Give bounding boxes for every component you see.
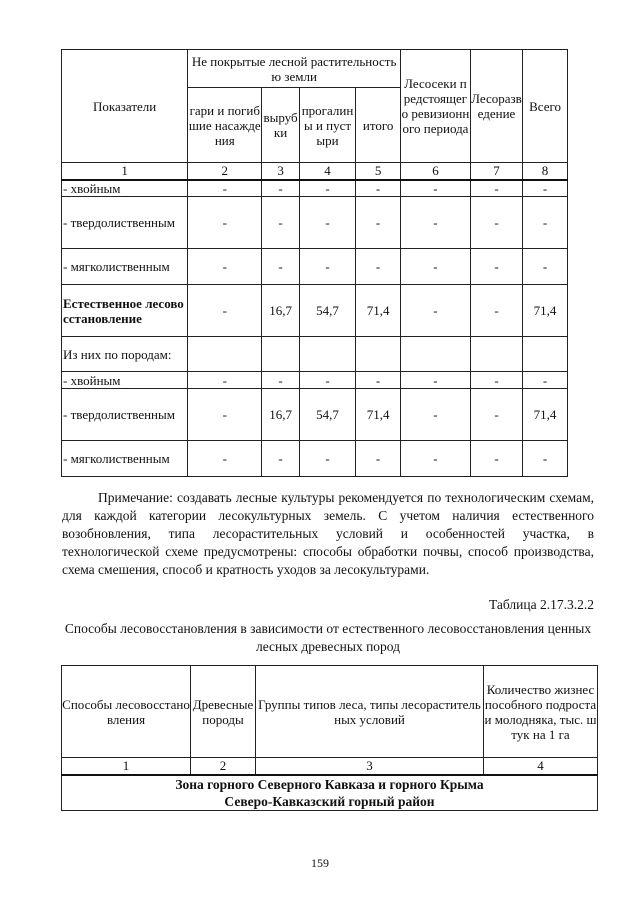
header-indicators: Показатели <box>62 50 188 163</box>
cell: - <box>401 249 471 285</box>
cell <box>470 337 522 372</box>
cell: 71,4 <box>523 285 568 337</box>
cell: - <box>523 441 568 477</box>
header-burned: гари и погибшие насаждения <box>188 88 262 163</box>
cell: - <box>401 372 471 389</box>
cell: - <box>470 372 522 389</box>
cell: - <box>188 197 262 249</box>
cell: - <box>470 389 522 441</box>
row-label: Естественное лесовосстановление <box>62 285 188 337</box>
row-label: - хвойным <box>62 180 188 197</box>
cell: - <box>262 441 300 477</box>
cell: - <box>299 372 355 389</box>
cell: - <box>188 372 262 389</box>
cell <box>523 337 568 372</box>
cell: - <box>356 441 401 477</box>
cell: 71,4 <box>356 285 401 337</box>
cell: - <box>188 441 262 477</box>
zone-line: Зона горного Северного Кавказа и горного Крыма <box>175 776 484 792</box>
cell: - <box>188 180 262 197</box>
header-cutting-areas: Лесосеки предстоящего ревизионного периода <box>401 50 471 163</box>
zone-heading <box>62 775 598 811</box>
header-subtotal: итого <box>356 88 401 163</box>
table-row <box>62 441 568 477</box>
col-number: 8 <box>523 163 568 180</box>
cell: - <box>188 389 262 441</box>
col-number: 4 <box>484 758 598 775</box>
cell: - <box>470 249 522 285</box>
header-forest-groups: Группы типов леса, типы лесорастительных условий <box>256 666 484 758</box>
row-label: - твердолиственным <box>62 389 188 441</box>
cell: - <box>356 180 401 197</box>
table-row <box>62 372 568 389</box>
header-glades: прогалины и пустыри <box>299 88 355 163</box>
row-label: - мягколиственным <box>62 441 188 477</box>
col-number: 6 <box>401 163 471 180</box>
cell: - <box>401 441 471 477</box>
cell: 54,7 <box>299 389 355 441</box>
col-number: 5 <box>356 163 401 180</box>
cell: - <box>356 372 401 389</box>
header-uncovered-lands: Не покрытые лесной растительностью земли <box>188 50 401 88</box>
cell: - <box>262 372 300 389</box>
cell: - <box>299 180 355 197</box>
regeneration-table <box>61 49 568 477</box>
cell: - <box>299 197 355 249</box>
cell: - <box>470 197 522 249</box>
table-number: Таблица 2.17.3.2.2 <box>489 597 594 612</box>
cell: - <box>401 285 471 337</box>
cell: - <box>401 197 471 249</box>
col-number: 2 <box>191 758 256 775</box>
table-row <box>62 180 568 197</box>
cell: - <box>188 249 262 285</box>
cell <box>401 337 471 372</box>
cell: - <box>523 197 568 249</box>
col-number: 4 <box>299 163 355 180</box>
header-quantity: Количество жизнеспособного подроста и молодняка, тыс. штук на 1 га <box>484 666 598 758</box>
col-number: 3 <box>256 758 484 775</box>
table-title: Способы лесовосстановления в зависимости от естественного лесовосстановления ценных лесных древесных пород <box>64 621 592 654</box>
col-number: 2 <box>188 163 262 180</box>
cell: - <box>188 285 262 337</box>
cell: 71,4 <box>356 389 401 441</box>
cell: 54,7 <box>299 285 355 337</box>
table-row <box>62 337 568 372</box>
header-afforestation: Лесоразведение <box>470 50 522 163</box>
cell: - <box>262 180 300 197</box>
cell: - <box>299 249 355 285</box>
page-number: 159 <box>311 856 329 870</box>
cell: - <box>523 372 568 389</box>
row-label: - мягколиственным <box>62 249 188 285</box>
cell: - <box>401 180 471 197</box>
cell <box>356 337 401 372</box>
cell: 71,4 <box>523 389 568 441</box>
table-row <box>62 197 568 249</box>
header-methods: Способы лесовосстановления <box>62 666 191 758</box>
table-row <box>62 249 568 285</box>
cell: - <box>299 441 355 477</box>
header-clearings: вырубки <box>262 88 300 163</box>
col-number: 1 <box>62 163 188 180</box>
cell: - <box>470 441 522 477</box>
cell: - <box>470 180 522 197</box>
col-number: 7 <box>470 163 522 180</box>
header-total-all: Всего <box>523 50 568 163</box>
col-number: 3 <box>262 163 300 180</box>
cell <box>188 337 262 372</box>
cell: - <box>262 249 300 285</box>
row-label: - хвойным <box>62 372 188 389</box>
cell: - <box>470 285 522 337</box>
row-label: Из них по породам: <box>62 337 188 372</box>
cell: - <box>523 249 568 285</box>
table-row <box>62 285 568 337</box>
col-number: 1 <box>62 758 191 775</box>
cell <box>299 337 355 372</box>
region-line: Северо-Кавказский горный район <box>224 793 435 809</box>
cell: - <box>523 180 568 197</box>
row-label: - твердолиственным <box>62 197 188 249</box>
table-note: Примечание: создавать лесные культуры рекомендуется по технологическим схемам, для каждой категории лесокультурных земель. С учетом наличия естественного возобновления, типа лесорастительных условий и особенностей участка, в технологической схеме предусмотрены: способы обработки почвы, способ производства, схема смешения, способ и кратность уходов за лесокультурами. <box>62 490 594 577</box>
cell: 16,7 <box>262 389 300 441</box>
cell <box>262 337 300 372</box>
methods-table <box>61 665 598 811</box>
table-row <box>62 389 568 441</box>
cell: - <box>356 249 401 285</box>
cell: - <box>401 389 471 441</box>
cell: 16,7 <box>262 285 300 337</box>
header-species: Древесные породы <box>191 666 256 758</box>
cell: - <box>356 197 401 249</box>
cell: - <box>262 197 300 249</box>
